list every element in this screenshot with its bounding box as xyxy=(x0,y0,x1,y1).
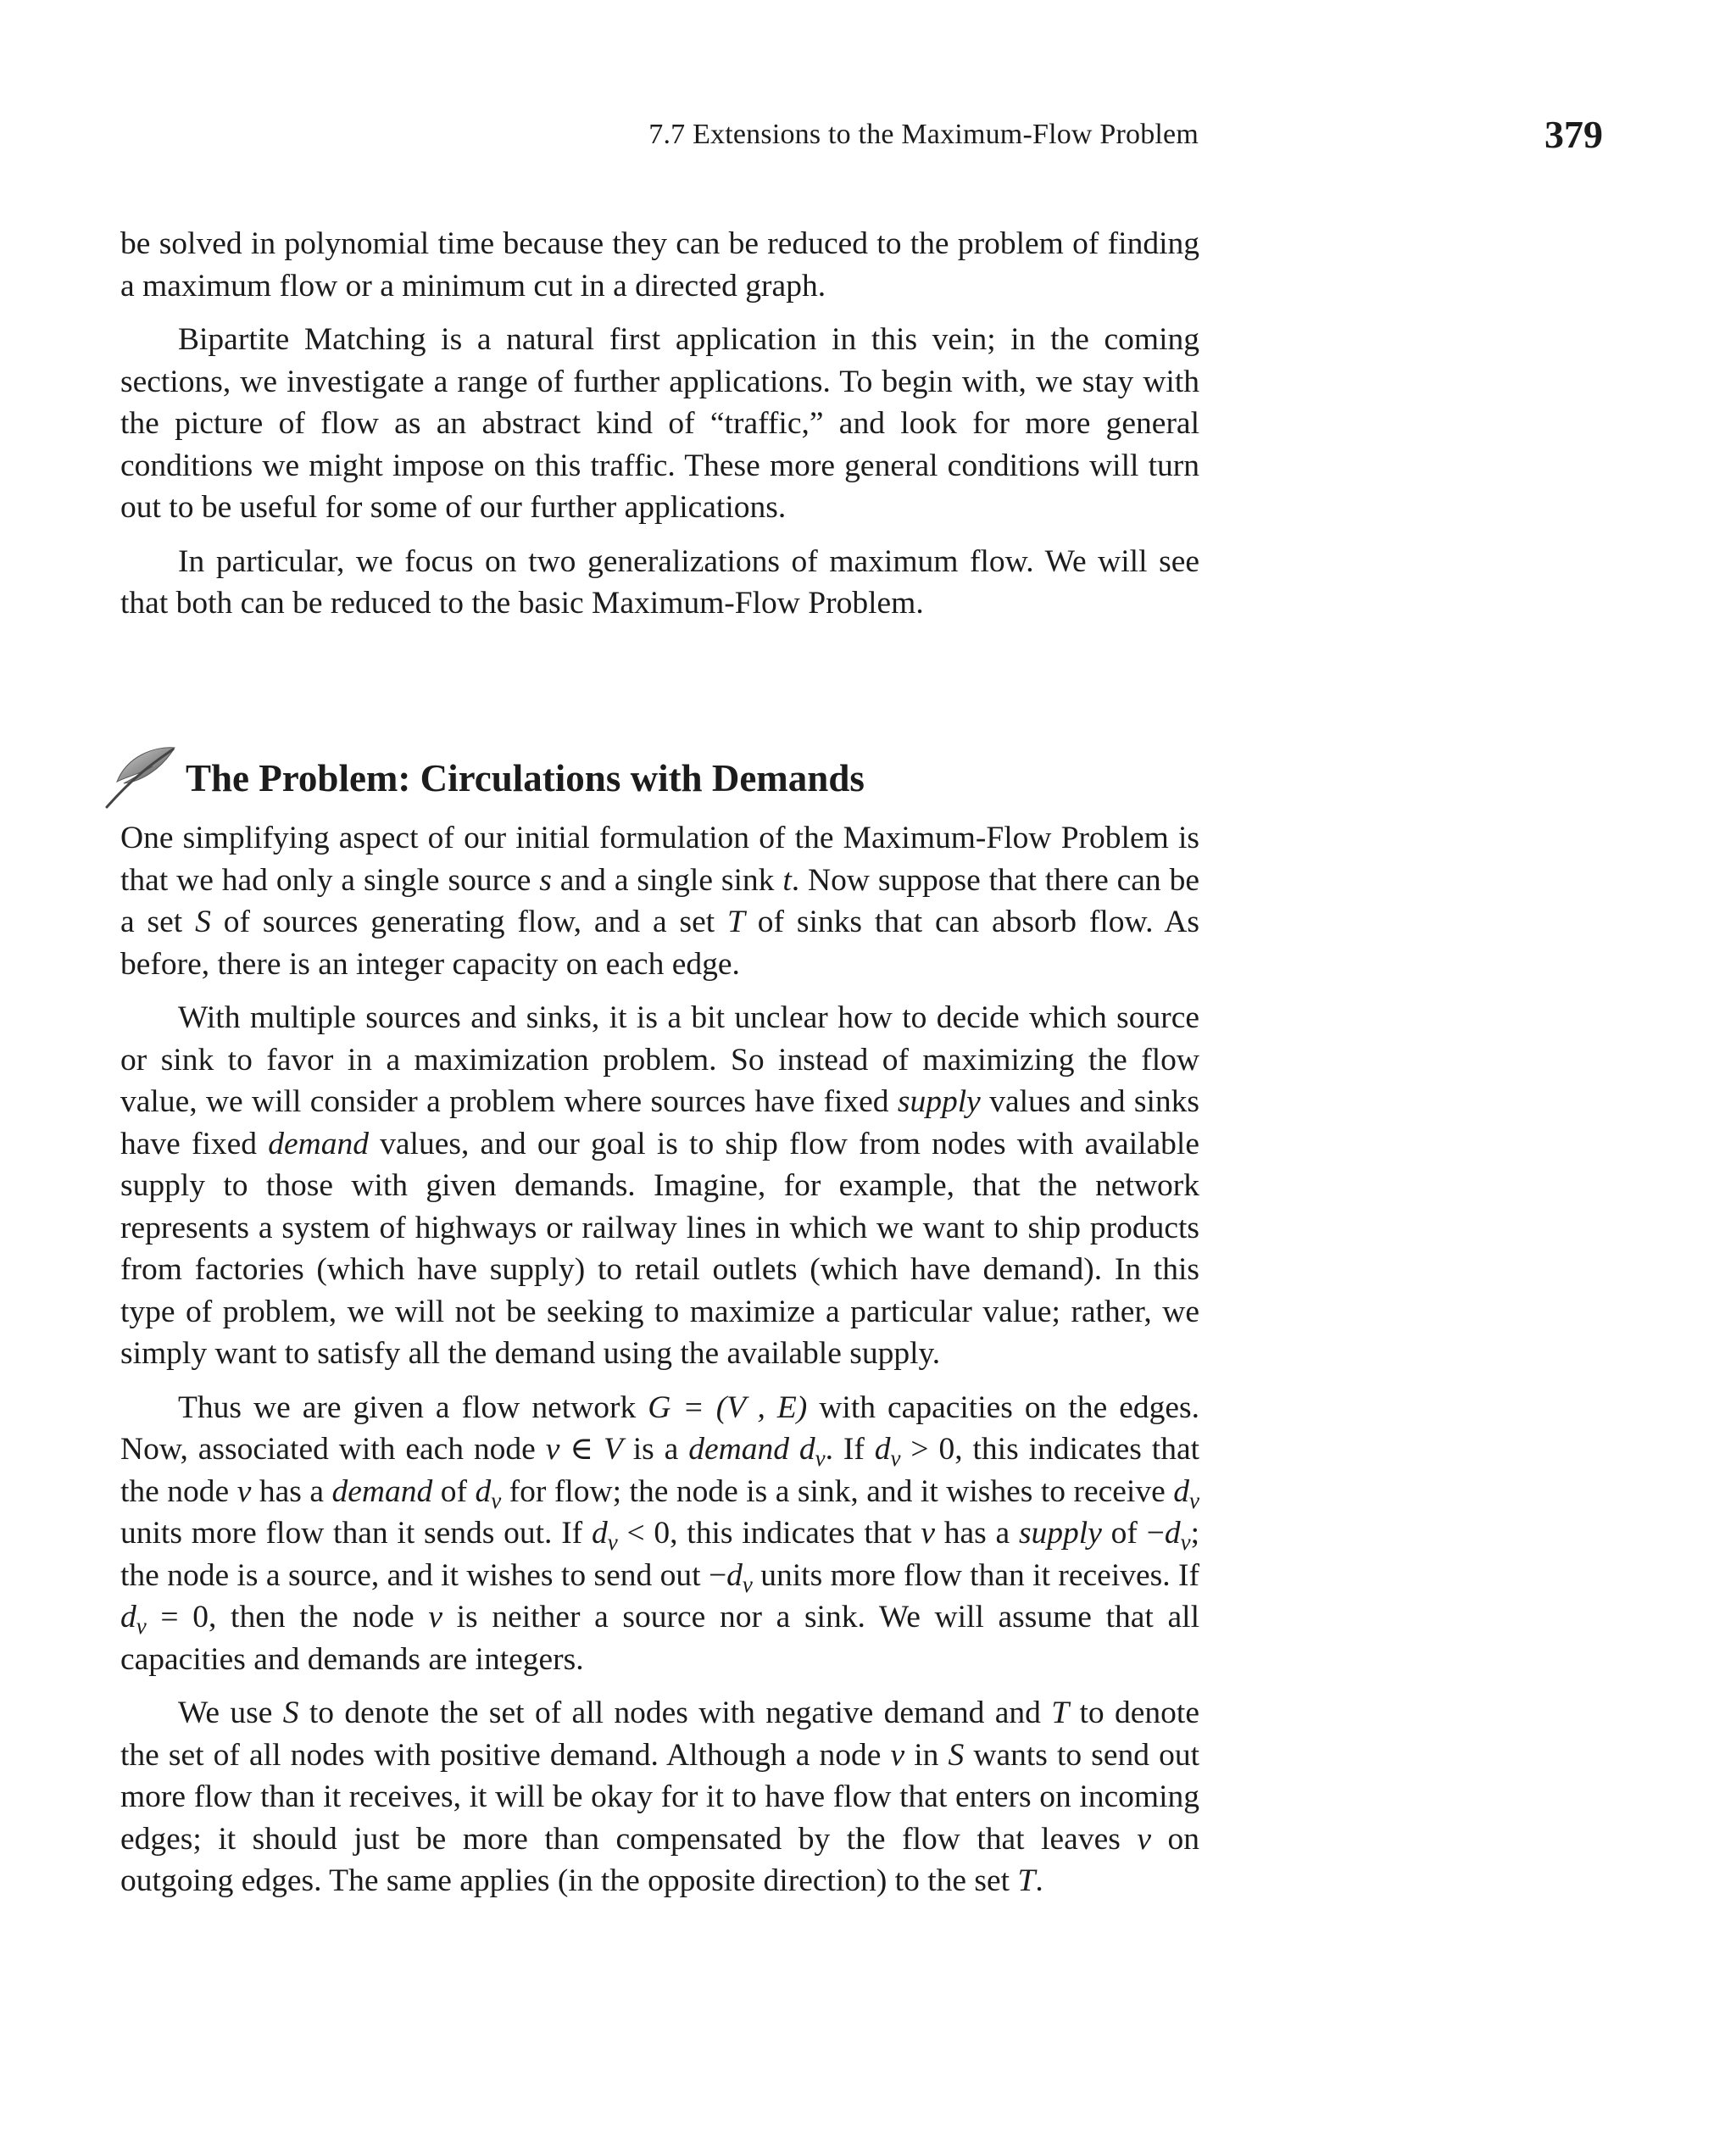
math-v: v xyxy=(1137,1821,1151,1857)
text-span: has a xyxy=(251,1473,332,1509)
section-paragraph-3 xyxy=(120,1387,1199,1681)
section-circulations xyxy=(120,746,1199,1914)
text-span: has a xyxy=(935,1516,1019,1551)
text-span: units more flow than it receives. If xyxy=(752,1557,1199,1593)
text-span: values and sinks have fixed xyxy=(120,1084,1199,1161)
text-span: One simplifying aspect of our initial formulation of the Maximum-Flow Problem is that we had only a single source xyxy=(120,821,1199,898)
math-v: v xyxy=(921,1516,935,1551)
text-span: values, and our goal is to ship flow from nodes with available supply to those with given demands. Imagine, for example, that the network represents a system of highways or railway lines in which we want to ship products from factories (which have supply) to retail outlets (which have demand). In this type of problem, we will not be seeking to maximize a particular value; rather, we simply want to satisfy all the demand using the available supply. xyxy=(120,1126,1199,1371)
math-S: S xyxy=(948,1737,965,1773)
subscript: v xyxy=(1180,1529,1191,1556)
text-span: and a single sink xyxy=(551,862,783,898)
quill-pen-icon xyxy=(102,744,178,812)
text-span: of − xyxy=(1101,1516,1165,1551)
math-d: d xyxy=(874,1432,891,1467)
emph-supply: supply xyxy=(897,1084,981,1119)
intro-paragraph-3: In particular, we focus on two generalizations of maximum flow. We will see that both can be reduced to the basic Maximum-Flow Problem. xyxy=(120,543,1199,621)
emph-demand: demand xyxy=(331,1473,433,1509)
subscript: v xyxy=(742,1571,753,1597)
math-v: v xyxy=(890,1737,905,1773)
math-node: v ∈ V xyxy=(545,1432,623,1467)
text-span: to denote the set of all nodes with positive demand. Although a node xyxy=(120,1696,1199,1773)
text-span: to denote the set of all nodes with negative demand and xyxy=(298,1696,1052,1730)
math-v: v xyxy=(236,1473,252,1509)
text-span: > 0, this indicates that the node xyxy=(120,1432,1200,1509)
text-span: with capacities on the edges. Now, associated with each node xyxy=(120,1389,1200,1467)
math-S: S xyxy=(282,1696,299,1730)
math-t: t xyxy=(782,862,792,898)
text-span: Thus we are given a flow network xyxy=(178,1389,648,1425)
text-span: ; the node is a source, and it wishes to send out − xyxy=(120,1516,1199,1593)
text-span: is neither a source nor a sink. We will assume that all capacities and demands are integers. xyxy=(120,1600,1199,1677)
subscript: v xyxy=(890,1445,901,1472)
emph-demand: demand xyxy=(268,1126,369,1161)
text-span: of xyxy=(432,1473,476,1509)
section-heading-row xyxy=(120,746,1199,816)
text-span: We use xyxy=(178,1696,283,1730)
math-d: d xyxy=(1164,1516,1181,1551)
math-s: s xyxy=(539,862,552,898)
section-paragraph-4 xyxy=(120,1692,1199,1902)
emph-supply: supply xyxy=(1018,1516,1102,1551)
text-span: of sinks that can absorb flow. As before, there is an integer capacity on each edge. xyxy=(120,905,1200,982)
math-T: T xyxy=(1051,1696,1070,1730)
subscript: v xyxy=(491,1487,502,1513)
text-span: wants to send out more flow than it receives, it will be okay for it to have flow that enters on incoming edges; it should just be more than compensated by the flow that leaves xyxy=(120,1737,1199,1857)
subscript: v xyxy=(136,1613,147,1640)
text-span: = 0, then the node xyxy=(146,1600,429,1634)
running-header xyxy=(0,112,1736,163)
math-v: v xyxy=(428,1600,442,1634)
math-demand: demand d xyxy=(688,1432,815,1467)
text-span: . xyxy=(1035,1863,1043,1898)
section-heading: The Problem: Circulations with Demands xyxy=(186,757,865,799)
text-span: . Now suppose that there can be a set xyxy=(120,862,1199,939)
page-number: 379 xyxy=(1544,113,1603,156)
text-span: . If xyxy=(825,1432,875,1467)
running-head: 7.7 Extensions to the Maximum-Flow Problem xyxy=(648,119,1199,150)
text-span: in xyxy=(904,1737,949,1773)
text-span: for flow; the node is a sink, and it wishes to receive xyxy=(501,1473,1174,1509)
intro-paragraph-2: Bipartite Matching is a natural first application in this vein; in the coming sections, we investigate a range of further applications. To begin with, we stay with the picture of flow as an abstract kind of “traffic,” and look for more general conditions we might impose on this traffic. These more general conditions will turn out to be useful for some of our further applications. xyxy=(120,322,1199,525)
math-d: d xyxy=(120,1600,136,1634)
section-paragraph-2 xyxy=(120,997,1199,1375)
text-span: of sources generating flow, and a set xyxy=(210,905,728,939)
text-span: on outgoing edges. The same applies (in the opposite direction) to the set xyxy=(120,1821,1200,1898)
math-T: T xyxy=(727,905,745,939)
text-span: With multiple sources and sinks, it is a bit unclear how to decide which source or sink to favor in a maximization problem. So instead of maximizing the flow value, we will consider a problem where sources have fixed xyxy=(120,1000,1199,1119)
section-paragraph-1 xyxy=(120,817,1199,985)
math-d: d xyxy=(591,1516,608,1551)
math-T: T xyxy=(1017,1863,1036,1898)
math-d: d xyxy=(475,1473,492,1509)
subscript: v xyxy=(815,1445,826,1472)
subscript: v xyxy=(1189,1487,1199,1513)
subscript: v xyxy=(607,1529,618,1556)
math-graph: G = (V , E) xyxy=(648,1389,808,1425)
text-span: < 0, this indicates that xyxy=(617,1516,921,1551)
math-S: S xyxy=(195,905,211,939)
text-span: units more flow than it sends out. If xyxy=(120,1516,592,1551)
intro-paragraph-1: be solved in polynomial time because they can be reduced to the problem of finding a maximum flow or a minimum cut in a directed graph. xyxy=(120,226,1199,304)
math-d: d xyxy=(726,1557,743,1593)
text-span: is a xyxy=(622,1432,689,1467)
math-d: d xyxy=(1173,1473,1189,1509)
intro-text xyxy=(120,223,1199,637)
